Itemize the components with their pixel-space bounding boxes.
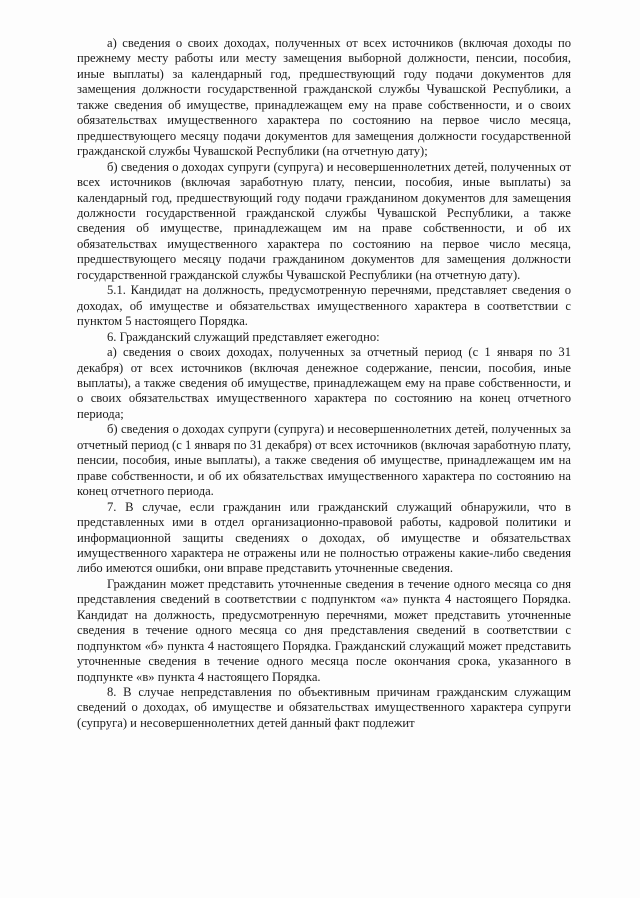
paragraph-6: 6. Гражданский служащий представляет ежегодно:: [107, 329, 380, 344]
document-body: [77, 36, 571, 731]
paragraph-6a: а) сведения о своих доходах, полученных за отчетный период (с 1 января по 31 декабря) от всех источников (включая денежное содержание, пенсии, пособия, иные выплаты), а также сведения об имуществе, принадлежащем ему на праве собственности, и о своих обязательствах имущественного характера по состоянию на конец отчетного периода;: [77, 345, 571, 421]
paragraph-5a: а) сведения о своих доходах, полученных от всех источников (включая доходы по прежнему месту работы или месту замещения выборной должности, пенсии, пособия, иные выплаты) за календарный год, предшествующий году подачи документов для замещения должности государственной гражданской службы Чувашской Республики, а также сведения об имуществе, принадлежащем ему на праве собственности, и о своих обязательствах имущественного характера по состоянию на первое число месяца, предшествующего месяцу подачи документов для замещения должности государственной гражданской службы Чувашской Республики (на отчетную дату);: [77, 36, 571, 159]
paragraph-7-clarification: Гражданин может представить уточненные сведения в течение одного месяца со дня представления сведений в соответствии с подпунктом «а» пункта 4 настоящего Порядка. Кандидат на должность, предусмотренную перечнями, может представить уточненные сведения в течение одного месяца со дня представления сведений в соответствии с подпунктом «б» пункта 4 настоящего Порядка. Гражданский служащий может представить уточненные сведения в течение одного месяца после окончания срока, указанного в подпункте «в» пункта 4 настоящего Порядка.: [77, 576, 571, 684]
paragraph-6b: б) сведения о доходах супруги (супруга) и несовершеннолетних детей, полученных за отчетный период (с 1 января по 31 декабря) от всех источников (включая заработную плату, пенсии, пособия, иные выплаты), а также сведения об имуществе, принадлежащем им на праве собственности, и об их обязательствах имущественного характера по состоянию на конец отчетного периода.: [77, 422, 571, 499]
paragraph-8: 8. В случае непредставления по объективным причинам гражданским служащим сведений о доходах, об имуществе и обязательствах имущественного характера супруги (супруга) и несовершеннолетних детей данный факт подлежит: [77, 685, 571, 730]
paragraph-5-1: 5.1. Кандидат на должность, предусмотренную перечнями, представляет сведения о доходах, об имуществе и обязательствах имущественного характера в соответствии с пунктом 5 настоящего Порядка.: [77, 283, 571, 329]
paragraph-5b: б) сведения о доходах супруги (супруга) и несовершеннолетних детей, полученных от всех источников (включая заработную плату, пенсии, пособия, иные выплаты) за календарный год, предшествующий году подачи гражданином документов для замещения должности государственной гражданской службы Чувашской Республики, а также сведения об имуществе, принадлежащем им на праве собственности, и об их обязательствах имущественного характера по состоянию на первое число месяца, предшествующего месяцу подачи гражданином документов для замещения должности государственной гражданской службы Чувашской Республики (на отчетную дату).: [77, 159, 571, 282]
paragraph-7: 7. В случае, если гражданин или гражданский служащий обнаружили, что в представленных ими в отдел организационно-правовой работы, кадровой политики и информационной защиты сведениях о доходах, об имуществе и обязательствах имущественного характера не отражены или не полностью отражены какие-либо сведения либо имеются ошибки, они вправе представить уточненные сведения.: [77, 499, 571, 576]
